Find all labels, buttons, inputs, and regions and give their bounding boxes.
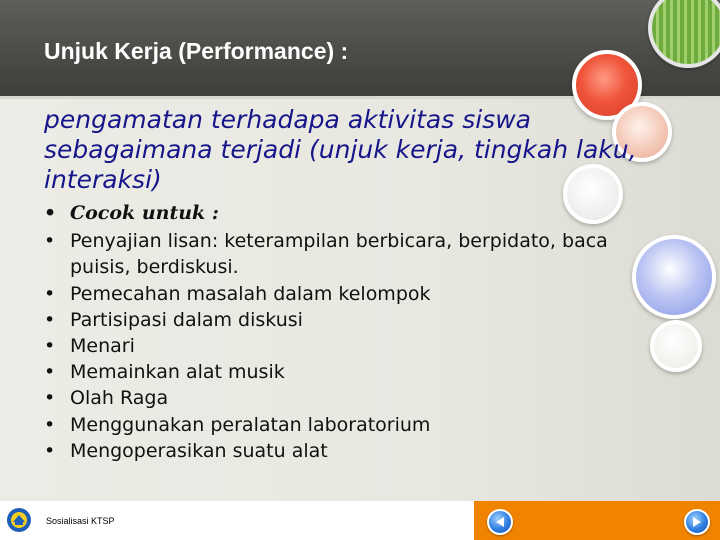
list-item (44, 307, 644, 333)
footer-label: Sosialisasi KTSP (46, 516, 115, 526)
list-item-text: Olah Raga (70, 387, 169, 410)
list-item (44, 333, 644, 359)
bullet-icon: • (44, 230, 56, 253)
slide-title: Unjuk Kerja (Performance) : (44, 38, 349, 64)
list-item (44, 281, 644, 307)
list-item-text: Memainkan alat musik (70, 361, 285, 384)
bullet-icon: • (44, 439, 56, 462)
bullet-icon: • (44, 335, 56, 358)
bullet-icon: • (44, 202, 57, 224)
decorative-blue-circle (632, 235, 716, 319)
list-item-text: Cocok untuk : (70, 202, 219, 224)
list-item (44, 359, 644, 385)
list-item-continuation (44, 254, 644, 280)
previous-slide-button[interactable] (487, 509, 513, 535)
triangle-right-icon (691, 516, 703, 528)
bullet-icon: • (44, 308, 56, 331)
list-item-text: Partisipasi dalam diskusi (70, 308, 303, 331)
decorative-white-circle-small (650, 320, 702, 372)
bullet-icon: • (44, 413, 56, 436)
list-item-text: Menari (70, 335, 135, 358)
list-item-lead (44, 200, 644, 226)
list-item-text: Menggunakan peralatan laboratorium (70, 413, 431, 436)
list-item-text: puisis, berdiskusi. (70, 256, 239, 279)
education-ministry-logo-icon (6, 507, 32, 533)
list-item (44, 385, 644, 411)
list-item-text: Pemecahan masalah dalam kelompok (70, 282, 431, 305)
bullet-icon: • (44, 282, 56, 305)
list-item-text: Mengoperasikan suatu alat (70, 439, 328, 462)
list-item (44, 228, 644, 254)
next-slide-button[interactable] (684, 509, 710, 535)
list-item (44, 412, 644, 438)
intro-text: pengamatan terhadapa aktivitas siswa sebagaimana terjadi (unjuk kerja, tingkah laku, interaksi) (44, 105, 637, 194)
list-item (44, 438, 644, 464)
bullet-icon: • (44, 361, 56, 384)
bullet-list (44, 200, 644, 464)
triangle-left-icon (494, 516, 506, 528)
bullet-icon: • (44, 387, 56, 410)
list-item-text: Penyajian lisan: keterampilan berbicara, berpidato, baca (70, 230, 608, 253)
